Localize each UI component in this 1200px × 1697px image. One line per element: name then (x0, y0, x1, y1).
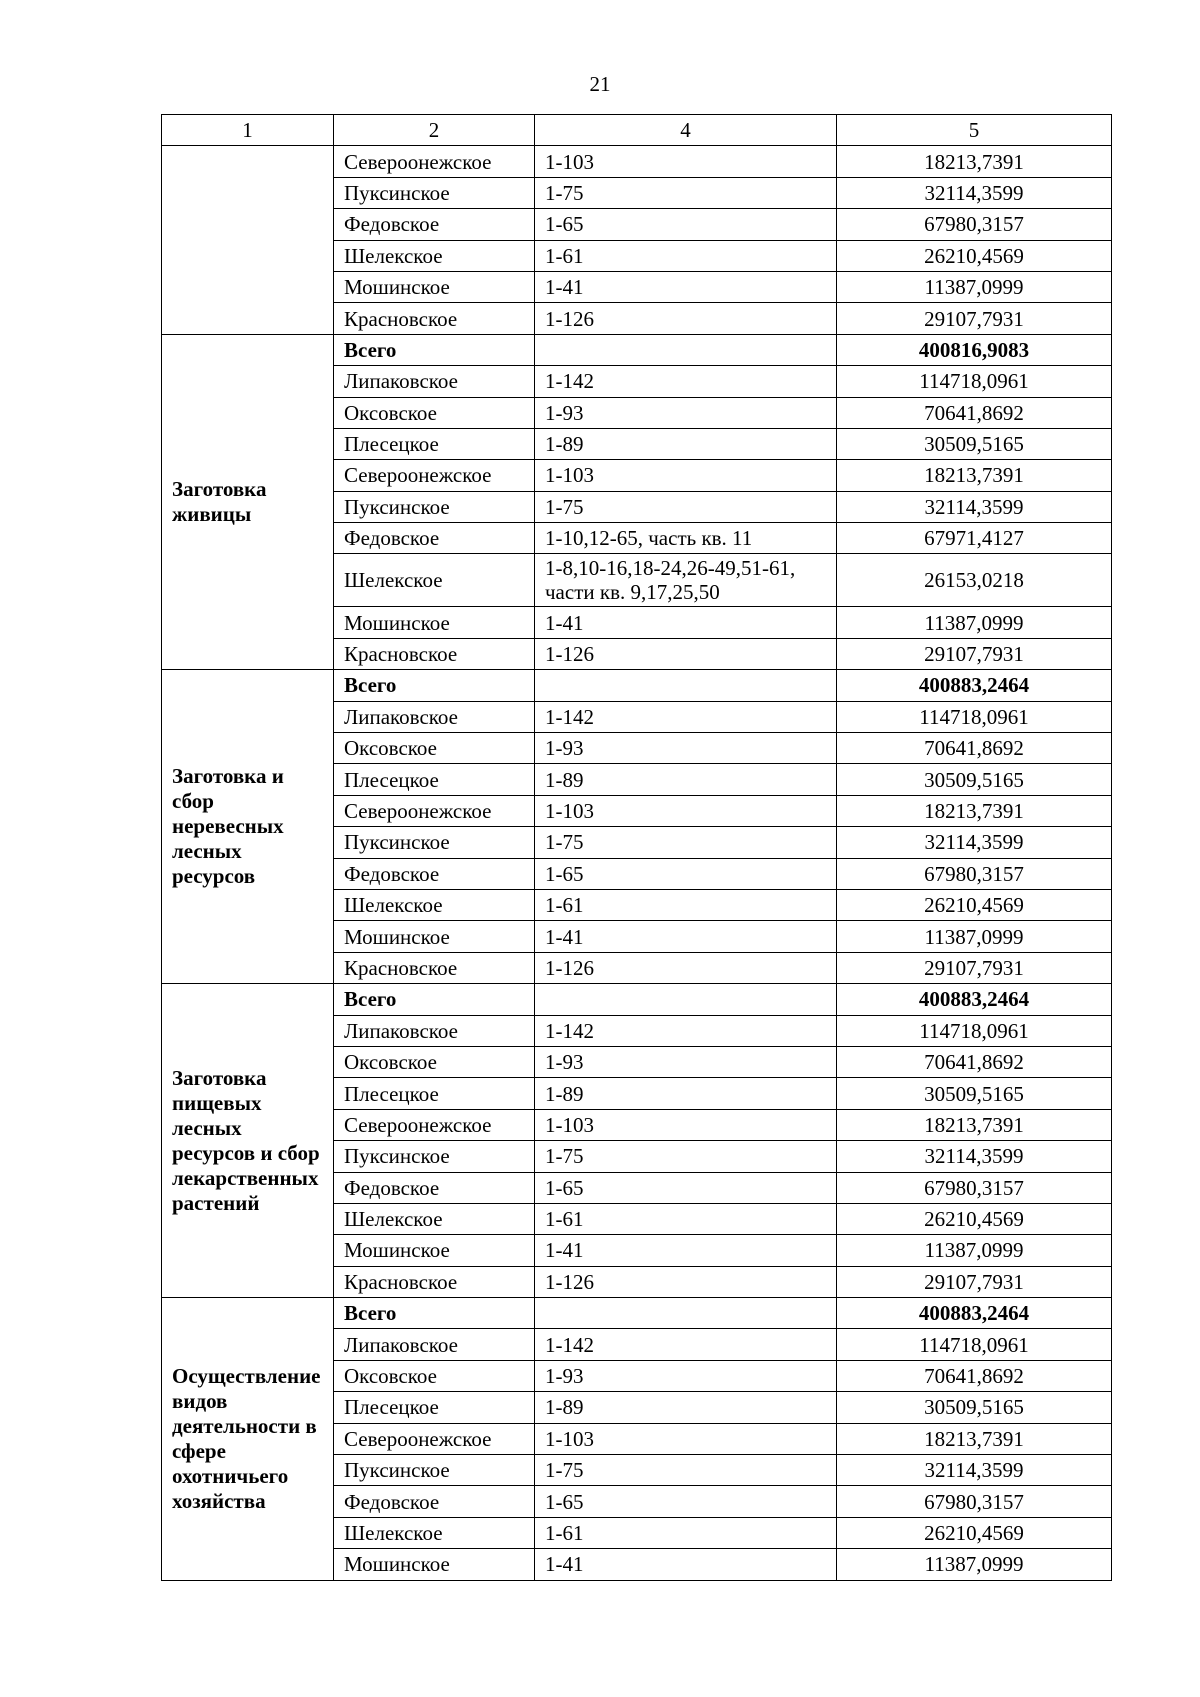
area-cell: 26210,4569 (837, 1203, 1112, 1234)
area-cell: 29107,7931 (837, 638, 1112, 669)
table-body (162, 146, 1112, 1580)
header-row (162, 115, 1112, 146)
forestry-name-cell: Североонежское (334, 460, 535, 491)
quarters-cell: 1-8,10-16,18-24,26-49,51-61, части кв. 9,17,25,50 (535, 554, 837, 607)
area-cell: 70641,8692 (837, 733, 1112, 764)
forestry-name-cell: Мошинское (334, 1235, 535, 1266)
area-cell: 18213,7391 (837, 1109, 1112, 1140)
quarters-cell: 1-61 (535, 1203, 837, 1234)
area-cell: 11387,0999 (837, 1549, 1112, 1580)
area-cell: 18213,7391 (837, 795, 1112, 826)
forestry-name-cell: Плесецкое (334, 1392, 535, 1423)
activity-type-cell: Заготовка пищевых лесных ресурсов и сбор лекарственных растений (162, 984, 334, 1298)
forestry-name-cell: Оксовское (334, 1360, 535, 1391)
area-cell: 30509,5165 (837, 1392, 1112, 1423)
forestry-name-cell: Пуксинское (334, 1455, 535, 1486)
page-number: 21 (589, 72, 611, 96)
area-cell: 26210,4569 (837, 1517, 1112, 1548)
forestry-name-cell: Североонежское (334, 1423, 535, 1454)
area-cell: 32114,3599 (837, 1141, 1112, 1172)
quarters-cell: 1-89 (535, 428, 837, 459)
quarters-cell: 1-41 (535, 1235, 837, 1266)
quarters-cell: 1-103 (535, 1423, 837, 1454)
total-row (162, 334, 1112, 365)
area-cell: 11387,0999 (837, 1235, 1112, 1266)
area-cell: 400883,2464 (837, 1298, 1112, 1329)
area-cell: 29107,7931 (837, 952, 1112, 983)
forestry-name-cell: Красновское (334, 1266, 535, 1297)
area-cell: 114718,0961 (837, 1329, 1112, 1360)
area-cell: 29107,7931 (837, 303, 1112, 334)
forestry-name-cell: Липаковское (334, 366, 535, 397)
forestry-name-cell: Липаковское (334, 701, 535, 732)
area-cell: 70641,8692 (837, 1046, 1112, 1077)
quarters-cell: 1-89 (535, 1078, 837, 1109)
forestry-name-cell: Липаковское (334, 1015, 535, 1046)
activity-type-cell (162, 146, 334, 334)
quarters-cell: 1-75 (535, 491, 837, 522)
total-row (162, 670, 1112, 701)
forestry-name-cell: Шелекское (334, 554, 535, 607)
quarters-cell: 1-126 (535, 638, 837, 669)
quarters-cell (535, 334, 837, 365)
forestry-name-cell: Всего (334, 1298, 535, 1329)
quarters-cell: 1-75 (535, 177, 837, 208)
forestry-name-cell: Плесецкое (334, 1078, 535, 1109)
area-cell: 67980,3157 (837, 1172, 1112, 1203)
area-cell: 70641,8692 (837, 1360, 1112, 1391)
forestry-name-cell: Оксовское (334, 1046, 535, 1077)
forestry-name-cell: Красновское (334, 303, 535, 334)
activity-type-cell: Заготовка живицы (162, 334, 334, 670)
quarters-cell: 1-93 (535, 397, 837, 428)
area-cell: 70641,8692 (837, 397, 1112, 428)
table-row (162, 146, 1112, 177)
area-cell: 18213,7391 (837, 146, 1112, 177)
area-cell: 30509,5165 (837, 428, 1112, 459)
quarters-cell: 1-41 (535, 1549, 837, 1580)
quarters-cell (535, 670, 837, 701)
area-cell: 400883,2464 (837, 984, 1112, 1015)
area-cell: 114718,0961 (837, 366, 1112, 397)
forest-use-table (161, 114, 1112, 1581)
quarters-cell: 1-126 (535, 952, 837, 983)
quarters-cell: 1-75 (535, 1455, 837, 1486)
forestry-name-cell: Оксовское (334, 397, 535, 428)
area-cell: 114718,0961 (837, 1015, 1112, 1046)
forestry-name-cell: Плесецкое (334, 428, 535, 459)
forestry-name-cell: Пуксинское (334, 177, 535, 208)
quarters-cell: 1-89 (535, 1392, 837, 1423)
forestry-name-cell: Федовское (334, 209, 535, 240)
forestry-name-cell: Липаковское (334, 1329, 535, 1360)
quarters-cell: 1-93 (535, 733, 837, 764)
area-cell: 26210,4569 (837, 889, 1112, 920)
area-cell: 18213,7391 (837, 1423, 1112, 1454)
area-cell: 30509,5165 (837, 1078, 1112, 1109)
quarters-cell: 1-41 (535, 921, 837, 952)
activity-type-cell: Осуществление видов деятельности в сфере охотничьего хозяйства (162, 1298, 334, 1581)
forestry-name-cell: Федовское (334, 523, 535, 554)
forestry-name-cell: Плесецкое (334, 764, 535, 795)
area-cell: 67980,3157 (837, 209, 1112, 240)
area-cell: 114718,0961 (837, 701, 1112, 732)
header-col-5: 5 (837, 115, 1112, 146)
forestry-name-cell: Федовское (334, 1486, 535, 1517)
activity-type-cell: Заготовка и сбор неревесных лесных ресурсов (162, 670, 334, 984)
forestry-name-cell: Пуксинское (334, 491, 535, 522)
quarters-cell: 1-142 (535, 1015, 837, 1046)
quarters-cell: 1-103 (535, 1109, 837, 1140)
area-cell: 67980,3157 (837, 858, 1112, 889)
header-col-4: 4 (535, 115, 837, 146)
quarters-cell (535, 984, 837, 1015)
quarters-cell: 1-61 (535, 889, 837, 920)
area-cell: 32114,3599 (837, 491, 1112, 522)
forestry-name-cell: Федовское (334, 1172, 535, 1203)
quarters-cell: 1-93 (535, 1046, 837, 1077)
forestry-name-cell: Шелекское (334, 240, 535, 271)
table-header (162, 115, 1112, 146)
forestry-name-cell: Пуксинское (334, 1141, 535, 1172)
area-cell: 11387,0999 (837, 607, 1112, 638)
quarters-cell: 1-103 (535, 795, 837, 826)
quarters-cell: 1-126 (535, 1266, 837, 1297)
area-cell: 67971,4127 (837, 523, 1112, 554)
quarters-cell: 1-75 (535, 1141, 837, 1172)
area-cell: 32114,3599 (837, 827, 1112, 858)
forestry-name-cell: Мошинское (334, 607, 535, 638)
quarters-cell: 1-103 (535, 460, 837, 491)
quarters-cell (535, 1298, 837, 1329)
quarters-cell: 1-65 (535, 1172, 837, 1203)
quarters-cell: 1-65 (535, 858, 837, 889)
total-row (162, 984, 1112, 1015)
forestry-name-cell: Красновское (334, 952, 535, 983)
forestry-name-cell: Мошинское (334, 921, 535, 952)
forestry-name-cell: Мошинское (334, 1549, 535, 1580)
total-row (162, 1298, 1112, 1329)
quarters-cell: 1-65 (535, 1486, 837, 1517)
area-cell: 32114,3599 (837, 177, 1112, 208)
forestry-name-cell: Североонежское (334, 1109, 535, 1140)
area-cell: 18213,7391 (837, 460, 1112, 491)
quarters-cell: 1-61 (535, 240, 837, 271)
area-cell: 67980,3157 (837, 1486, 1112, 1517)
quarters-cell: 1-41 (535, 607, 837, 638)
forestry-name-cell: Пуксинское (334, 827, 535, 858)
area-cell: 26210,4569 (837, 240, 1112, 271)
forestry-name-cell: Шелекское (334, 1517, 535, 1548)
forestry-name-cell: Североонежское (334, 795, 535, 826)
area-cell: 11387,0999 (837, 921, 1112, 952)
quarters-cell: 1-103 (535, 146, 837, 177)
forestry-name-cell: Красновское (334, 638, 535, 669)
area-cell: 400816,9083 (837, 334, 1112, 365)
area-cell: 26153,0218 (837, 554, 1112, 607)
forestry-name-cell: Североонежское (334, 146, 535, 177)
area-cell: 400883,2464 (837, 670, 1112, 701)
area-cell: 30509,5165 (837, 764, 1112, 795)
area-cell: 11387,0999 (837, 271, 1112, 302)
forestry-name-cell: Оксовское (334, 733, 535, 764)
quarters-cell: 1-142 (535, 366, 837, 397)
forestry-name-cell: Всего (334, 670, 535, 701)
forestry-name-cell: Мошинское (334, 271, 535, 302)
quarters-cell: 1-142 (535, 1329, 837, 1360)
quarters-cell: 1-142 (535, 701, 837, 732)
forestry-name-cell: Всего (334, 334, 535, 365)
forestry-name-cell: Шелекское (334, 1203, 535, 1234)
quarters-cell: 1-93 (535, 1360, 837, 1391)
quarters-cell: 1-65 (535, 209, 837, 240)
quarters-cell: 1-61 (535, 1517, 837, 1548)
forestry-name-cell: Федовское (334, 858, 535, 889)
quarters-cell: 1-10,12-65, часть кв. 11 (535, 523, 837, 554)
forestry-name-cell: Шелекское (334, 889, 535, 920)
forestry-name-cell: Всего (334, 984, 535, 1015)
header-col-1: 1 (162, 115, 334, 146)
quarters-cell: 1-89 (535, 764, 837, 795)
area-cell: 32114,3599 (837, 1455, 1112, 1486)
quarters-cell: 1-126 (535, 303, 837, 334)
quarters-cell: 1-41 (535, 271, 837, 302)
header-col-2: 2 (334, 115, 535, 146)
quarters-cell: 1-75 (535, 827, 837, 858)
area-cell: 29107,7931 (837, 1266, 1112, 1297)
